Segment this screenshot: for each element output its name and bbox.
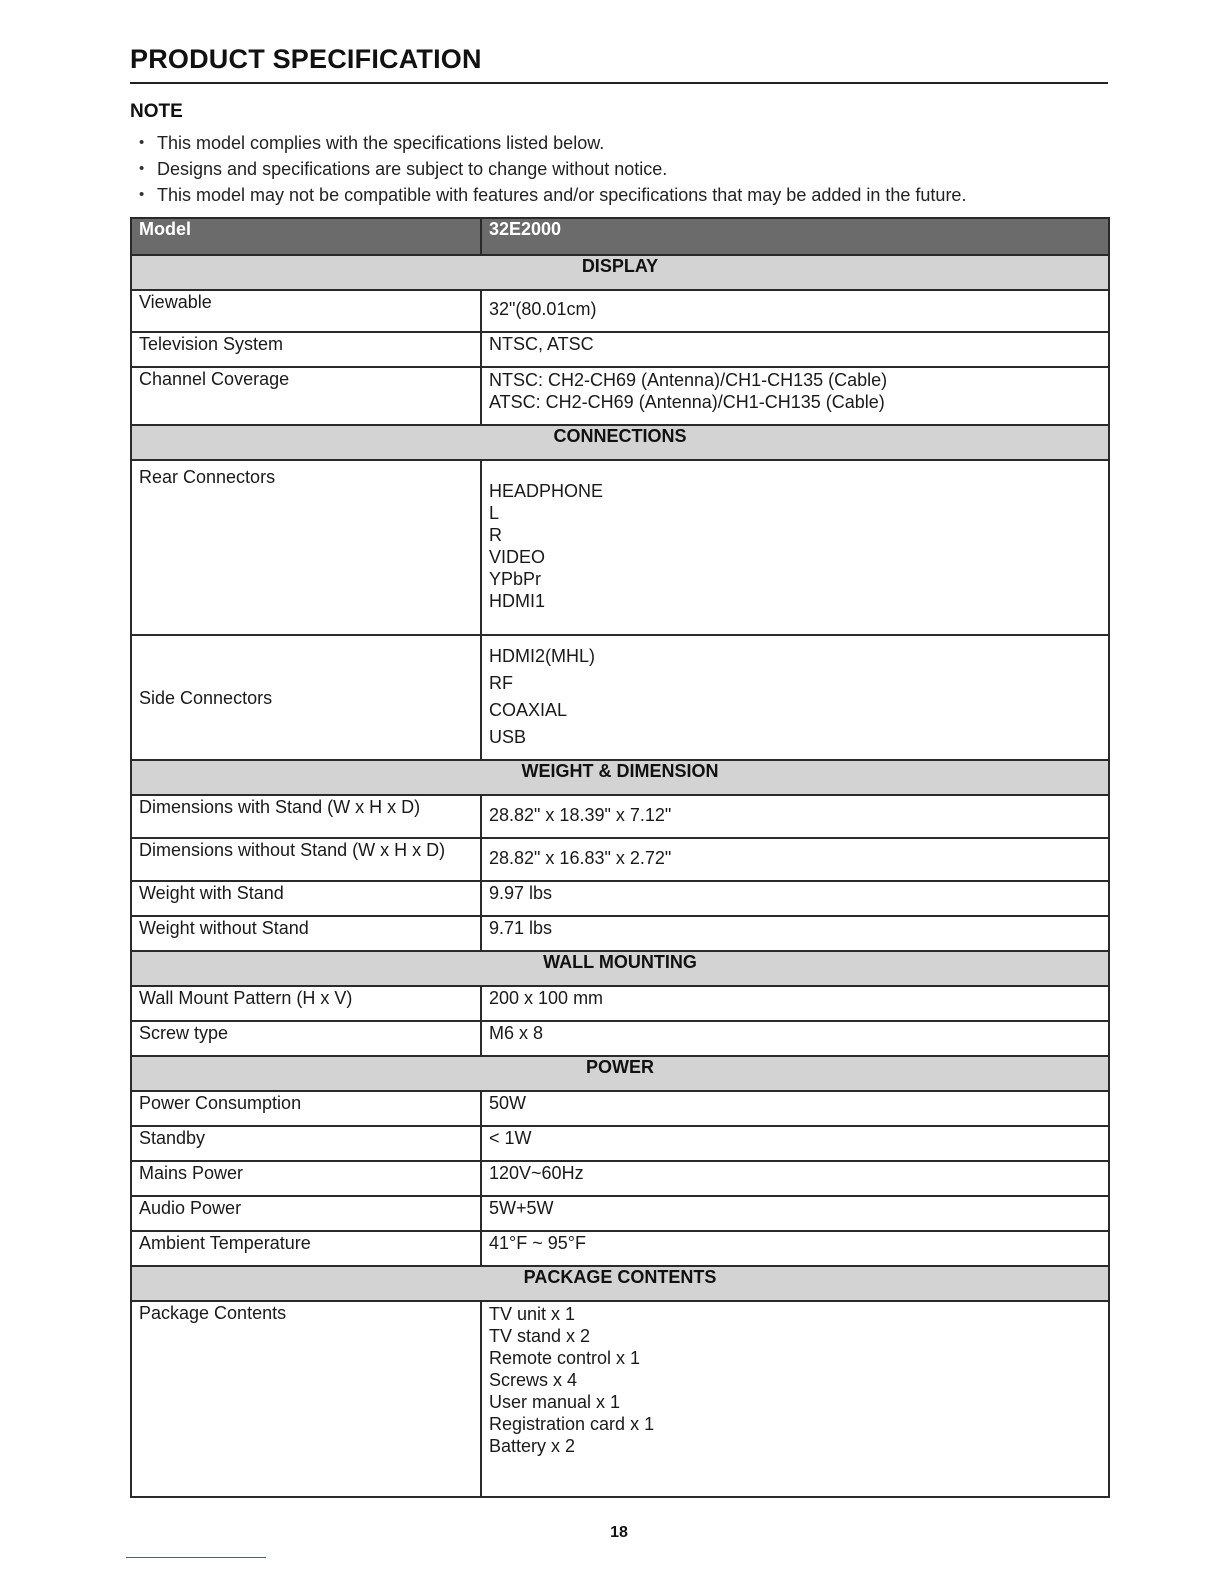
spec-value: 28.82" x 16.83" x 2.72" [481,838,1109,881]
spec-label: Package Contents [131,1301,481,1497]
spec-value-line: VIDEO [489,547,546,567]
table-row [131,290,1109,332]
spec-value: 9.71 lbs [481,916,1109,951]
spec-value: 50W [481,1091,1109,1126]
spec-label: Side Connectors [131,635,481,760]
table-row [131,795,1109,838]
note-heading: NOTE [130,101,183,122]
section-package [131,1266,1109,1301]
spec-value: 32"(80.01cm) [481,290,1109,332]
spec-label: Audio Power [131,1196,481,1231]
spec-label: Dimensions with Stand (W x H x D) [131,795,481,838]
table-row [131,635,1109,760]
table-row [131,1231,1109,1266]
spec-value: 120V~60Hz [481,1161,1109,1196]
spec-label: Standby [131,1126,481,1161]
spec-value-line: Remote control x 1 [489,1348,641,1368]
spec-value-line: ATSC: CH2-CH69 (Antenna)/CH1-CH135 (Cable) [489,392,885,412]
spec-value-list [481,367,1109,425]
spec-value-line: HDMI1 [489,591,546,611]
spec-value: 41°F ~ 95°F [481,1231,1109,1266]
spec-label: Television System [131,332,481,367]
spec-value-list [481,635,1109,760]
section-title: PACKAGE CONTENTS [131,1266,1109,1301]
spec-value-line: YPbPr [489,569,542,589]
spec-value-list [481,460,1109,635]
spec-value-line: L [489,503,500,523]
table-row [131,916,1109,951]
spec-value-line: COAXIAL [489,700,568,720]
spec-value-list [481,1301,1109,1497]
spec-label: Mains Power [131,1161,481,1196]
header-label: Model [131,218,481,255]
spec-value: NTSC, ATSC [481,332,1109,367]
spec-label: Wall Mount Pattern (H x V) [131,986,481,1021]
section-title: CONNECTIONS [131,425,1109,460]
table-row [131,1196,1109,1231]
table-row [131,460,1109,635]
spec-value-line: Screws x 4 [489,1370,578,1390]
section-title: DISPLAY [131,255,1109,290]
spec-value-line: USB [489,727,527,747]
spec-value-line: Battery x 2 [489,1436,576,1456]
note-item: • This model complies with the specifications listed below. [130,130,966,156]
page-title: PRODUCT SPECIFICATION [130,44,482,74]
spec-value-line: NTSC: CH2-CH69 (Antenna)/CH1-CH135 (Cable) [489,370,888,390]
spec-value: M6 x 8 [481,1021,1109,1056]
spec-label: Viewable [131,290,481,332]
section-wall-mounting [131,951,1109,986]
spec-value-line: R [489,525,502,545]
spec-value: 200 x 100 mm [481,986,1109,1021]
spec-value: 28.82" x 18.39" x 7.12" [481,795,1109,838]
table-row [131,1021,1109,1056]
spec-value-line: RF [489,673,513,693]
spec-label: Ambient Temperature [131,1231,481,1266]
section-display [131,255,1109,290]
table-row [131,1126,1109,1161]
section-title: WEIGHT & DIMENSION [131,760,1109,795]
table-row [131,332,1109,367]
table-row [131,1091,1109,1126]
spec-label: Dimensions without Stand (W x H x D) [131,838,481,881]
note-item: • This model may not be compatible with features and/or specifications that may be added in the future. [130,182,966,208]
spec-value-line: HDMI2(MHL) [489,646,595,666]
note-item: • Designs and specifications are subject to change without notice. [130,156,966,182]
title-divider [130,82,1108,84]
spec-value: 5W+5W [481,1196,1109,1231]
spec-value-line: TV stand x 2 [489,1326,591,1346]
note-list [130,130,966,208]
spec-label: Power Consumption [131,1091,481,1126]
section-title: WALL MOUNTING [131,951,1109,986]
table-row [131,367,1109,425]
table-header-row [131,218,1109,255]
table-row [131,881,1109,916]
table-row [131,1161,1109,1196]
section-title: POWER [131,1056,1109,1091]
footer-rule [126,1557,266,1558]
spec-value-line: User manual x 1 [489,1392,621,1412]
section-weight [131,760,1109,795]
section-power [131,1056,1109,1091]
spec-value-line: TV unit x 1 [489,1304,576,1324]
spec-label: Channel Coverage [131,367,481,425]
spec-label: Weight without Stand [131,916,481,951]
spec-label: Weight with Stand [131,881,481,916]
page-number: 18 [610,1524,628,1541]
table-row [131,838,1109,881]
spec-value-line: Registration card x 1 [489,1414,655,1434]
table-row [131,1301,1109,1497]
section-connections [131,425,1109,460]
spec-label: Rear Connectors [131,460,481,635]
table-row [131,986,1109,1021]
spec-value: < 1W [481,1126,1109,1161]
spec-table [130,217,1110,1498]
spec-label: Screw type [131,1021,481,1056]
header-value: 32E2000 [481,218,1109,255]
spec-value: 9.97 lbs [481,881,1109,916]
spec-value-line: HEADPHONE [489,481,604,501]
